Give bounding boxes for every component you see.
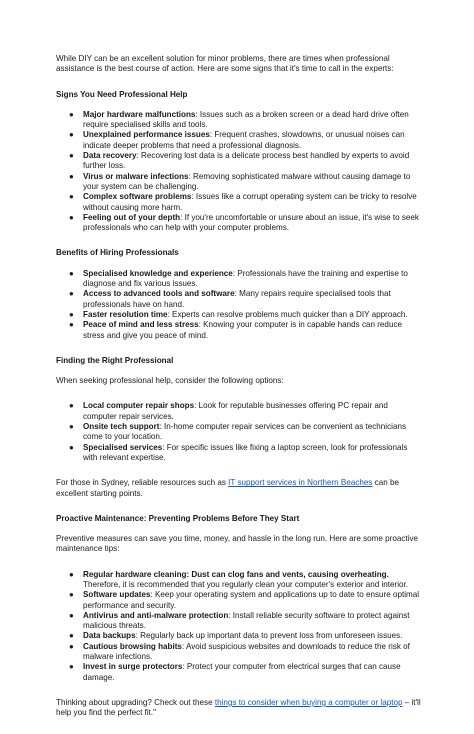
list-item: ● Invest in surge protectors: Protect your computer from electrical surges that can cause damage. (69, 662, 401, 682)
bullet-icon: ● (69, 569, 74, 579)
bullet-icon: ● (69, 151, 74, 161)
finding-list (56, 401, 421, 463)
bullet-icon: ● (69, 130, 74, 140)
bullet-icon: ● (69, 268, 74, 278)
list-item: ● Regular hardware cleaning: Dust can clog fans and vents, causing overheating. Therefore, it is recommended that you regularly clean your computer's exterior and interior. (69, 569, 408, 589)
list-item: ● Cautious browsing habits: Avoid suspicious websites and downloads to reduce the risk of malware infections. (69, 641, 410, 662)
maintenance-list (56, 570, 421, 683)
bullet-icon: ● (69, 631, 74, 641)
list-item: ● Access to advanced tools and software: Many repairs require specialised tools that professionals have on hand. (69, 289, 391, 309)
list-item: ● Local computer repair shops: Look for reputable businesses offering PC repair and computer repair services. (69, 401, 388, 421)
list-item: ● Specialised services: For specific issues like fixing a laptop screen, look for professionals with relevant expertise. (69, 442, 408, 462)
bullet-icon: ● (69, 662, 74, 672)
it-support-link[interactable]: IT support services in Northern Beaches (228, 478, 373, 488)
section-heading-finding: Finding the Right Professional (56, 355, 174, 365)
bullet-icon: ● (69, 192, 74, 202)
benefits-list (56, 269, 421, 341)
document-page (56, 54, 421, 734)
section-heading-signs: Signs You Need Professional Help (56, 89, 188, 99)
section-heading-benefits: Benefits of Hiring Professionals (56, 248, 179, 258)
section-heading-maintenance: Proactive Maintenance: Preventing Problems Before They Start (56, 513, 300, 523)
buying-guide-link[interactable]: things to consider when buying a computer or laptop (214, 697, 403, 707)
upgrade-paragraph: Thinking about upgrading? Check out these things to consider when buying a computer or laptop – it'll help you find the perfect fit." (56, 697, 421, 718)
list-item: ● Software updates: Keep your operating system and applications up to date to ensure optimal performance and security. (69, 590, 420, 610)
bullet-icon: ● (69, 401, 74, 411)
list-item: ● Specialised knowledge and experience: Professionals have the training and expertise to diagnose and fix various issues. (69, 268, 408, 289)
list-item: ● Major hardware malfunctions: Issues such as a broken screen or a dead hard drive often require specialised skills and tools. (69, 109, 409, 130)
bullet-icon: ● (69, 212, 74, 222)
list-item: ● Virus or malware infections: Removing sophisticated malware without causing damage to your system can be challenging. (69, 171, 411, 191)
bullet-icon: ● (69, 171, 74, 181)
bullet-icon: ● (69, 442, 74, 452)
list-item: ● Data backups: Regularly back up important data to prevent loss from unforeseen issues. (69, 631, 403, 641)
bullet-icon: ● (69, 641, 74, 651)
list-item: ● Feeling out of your depth: If you're uncomfortable or unsure about an issue, it's wise to seek professionals who can help with your computer problems. (69, 212, 419, 233)
list-item: ● Antivirus and anti-malware protection: Install reliable security software to protect against malicious threats. (69, 610, 410, 631)
intro-paragraph: While DIY can be an excellent solution for minor problems, there are times when professional assistance is the best course of action. Here are some signs that it's time to call in the experts: (56, 54, 394, 74)
finding-lead-paragraph: When seeking professional help, consider the following options: (56, 376, 284, 386)
list-item: ● Complex software problems: Issues like a corrupt operating system can be tricky to resolve without causing more harm. (69, 192, 417, 212)
signs-list (56, 110, 421, 234)
maintenance-lead-paragraph: Preventive measures can save you time, money, and hassle in the long run. Here are some proactive maintenance tips: (56, 534, 419, 554)
bullet-icon: ● (69, 109, 74, 119)
sydney-paragraph: For those in Sydney, reliable resources such as IT support services in Northern Beaches can be excellent starting points. (56, 478, 399, 498)
bullet-icon: ● (69, 320, 74, 330)
list-item: ● Peace of mind and less stress: Knowing your computer is in capable hands can reduce stress and give you peace of mind. (69, 320, 402, 340)
bullet-icon: ● (69, 422, 74, 432)
bullet-icon: ● (69, 610, 74, 620)
list-item: ● Onsite tech support: In-home computer repair services can be convenient as technicians come to your location. (69, 422, 406, 442)
bullet-icon: ● (69, 289, 74, 299)
list-item: ● Data recovery: Recovering lost data is a delicate process best handled by experts to avoid further loss. (69, 151, 410, 171)
list-item: ● Faster resolution time: Experts can resolve problems much quicker than a DIY approach. (69, 309, 408, 319)
bullet-icon: ● (69, 309, 74, 319)
bullet-icon: ● (69, 590, 74, 600)
list-item: ● Unexplained performance issues: Frequent crashes, slowdowns, or unusual noises can indicate deeper problems that need a professional diagnosis. (69, 130, 405, 150)
